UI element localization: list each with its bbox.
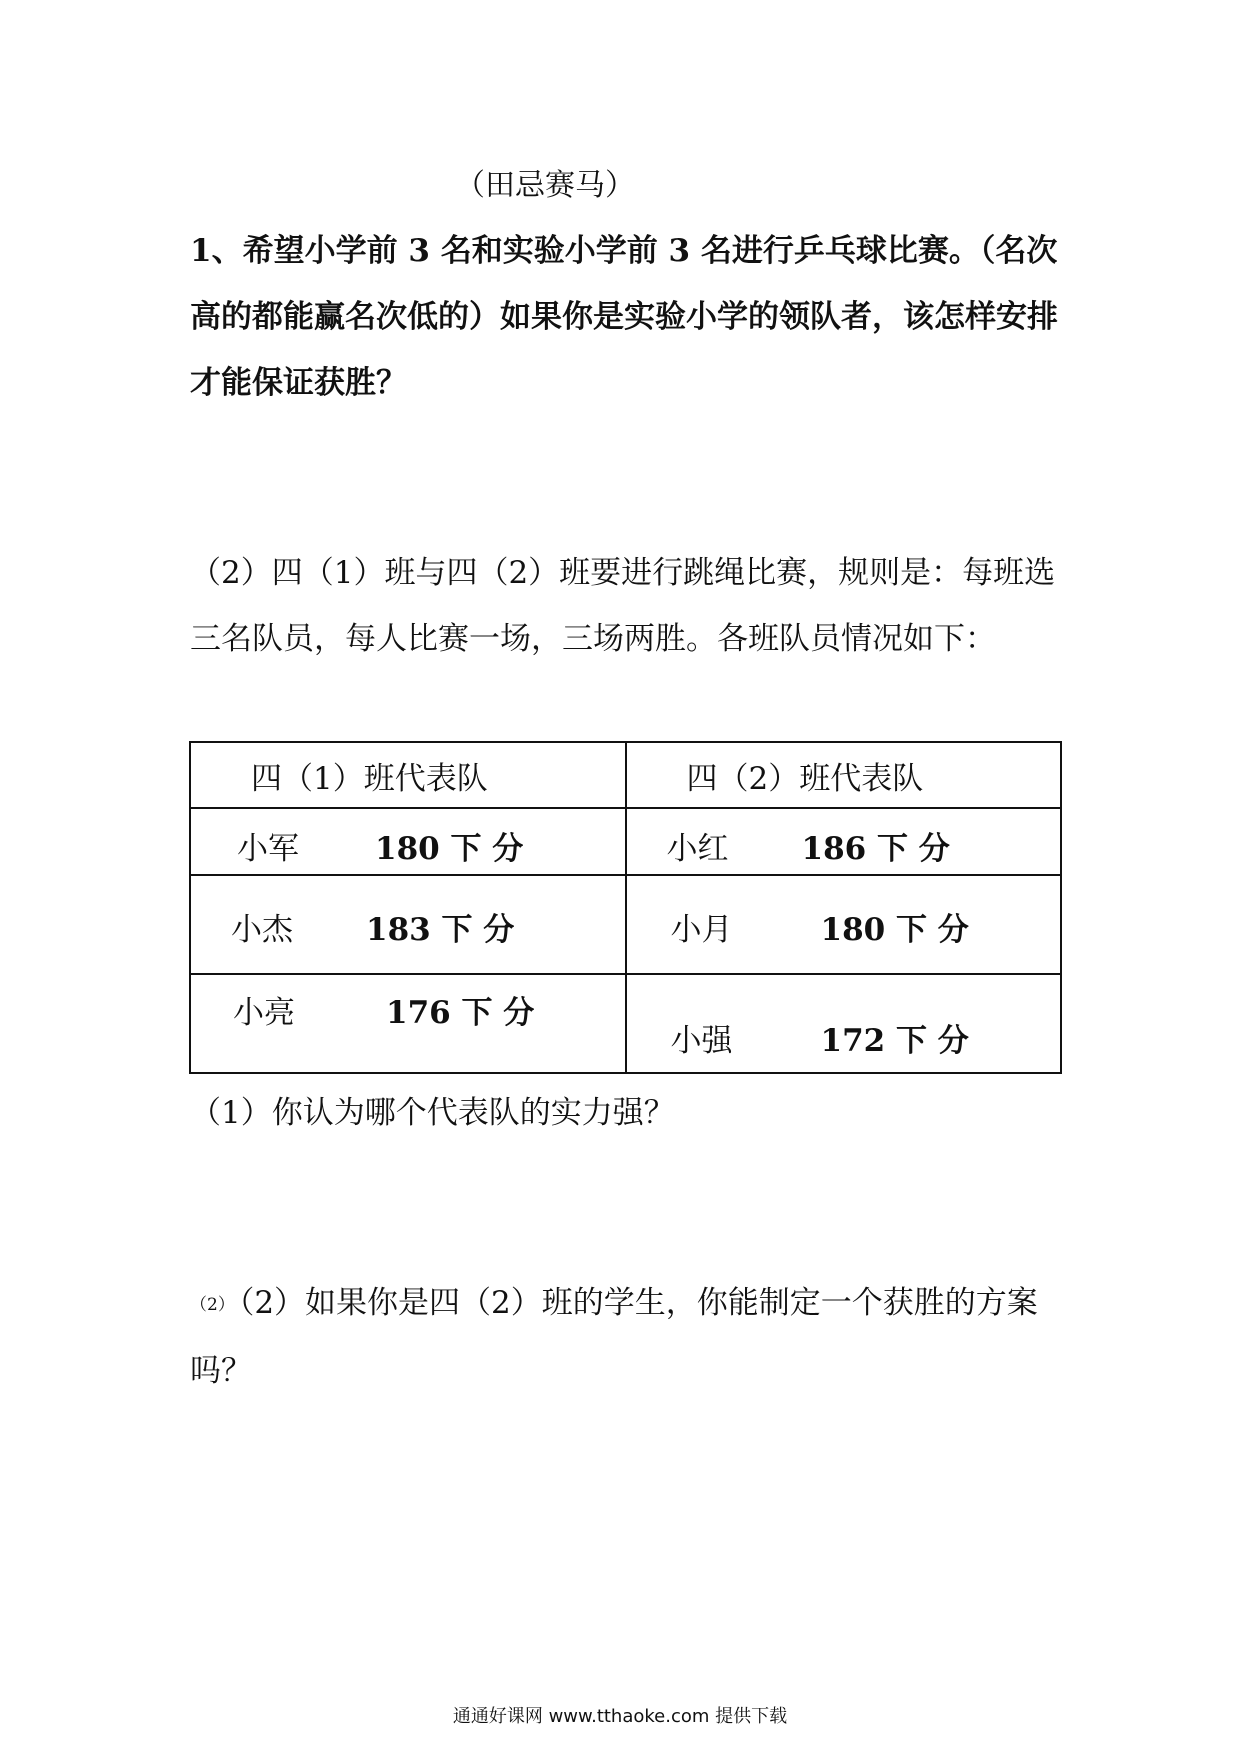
- player-score: 176 下 分: [386, 995, 535, 1031]
- player-score: 180 下 分: [375, 831, 524, 867]
- sub-question-2-marker: （2）: [190, 1294, 235, 1315]
- table-header-cell: [190, 742, 626, 808]
- table-row: [190, 808, 1061, 875]
- header-team-1: 四（1）班代表队: [251, 760, 488, 797]
- table-cell: [190, 974, 626, 1073]
- table-cell: [626, 875, 1062, 974]
- table-header-row: [190, 742, 1061, 808]
- table-row: [190, 875, 1061, 974]
- table-row: [190, 974, 1061, 1073]
- question-1: 1、希望小学前 3 名和实验小学前 3 名进行乒乓球比赛。（名次高的都能赢名次低的）如果你是实验小学的领队者，该怎样安排才能保证获胜？: [190, 233, 1058, 401]
- player-name: 小杰: [231, 912, 293, 948]
- header-team-2: 四（2）班代表队: [686, 760, 924, 797]
- table-cell: [626, 974, 1062, 1073]
- player-name: 小强: [670, 1023, 733, 1059]
- table-cell: [190, 875, 626, 974]
- page-title: （田忌赛马）: [455, 168, 635, 203]
- player-score: 183 下 分: [366, 912, 515, 948]
- player-score: 186 下 分: [801, 831, 950, 867]
- player-name: 小军: [237, 831, 299, 867]
- sub-question-2-text: （2）如果你是四（2）班的学生，你能制定一个获胜的方案吗？: [190, 1285, 1038, 1389]
- player-score: 172 下 分: [820, 1023, 969, 1059]
- table-header-cell: [626, 742, 1062, 808]
- player-name: 小亮: [233, 995, 295, 1031]
- player-score: 180 下 分: [820, 912, 969, 948]
- question-2: （2）四（1）班与四（2）班要进行跳绳比赛，规则是：每班选三名队员，每人比赛一场，三场两胜。各班队员情况如下：: [190, 555, 1056, 657]
- sub-question-2: [190, 1270, 1070, 1404]
- player-name: 小红: [666, 831, 729, 867]
- page-footer: 通通好课网 www.tthaoke.com 提供下载: [452, 1706, 788, 1727]
- table-cell: [190, 808, 626, 875]
- sub-question-1: （1）你认为哪个代表队的实力强？: [190, 1095, 675, 1131]
- player-name: 小月: [670, 912, 733, 948]
- team-table: [189, 741, 1062, 1074]
- table-cell: [626, 808, 1062, 875]
